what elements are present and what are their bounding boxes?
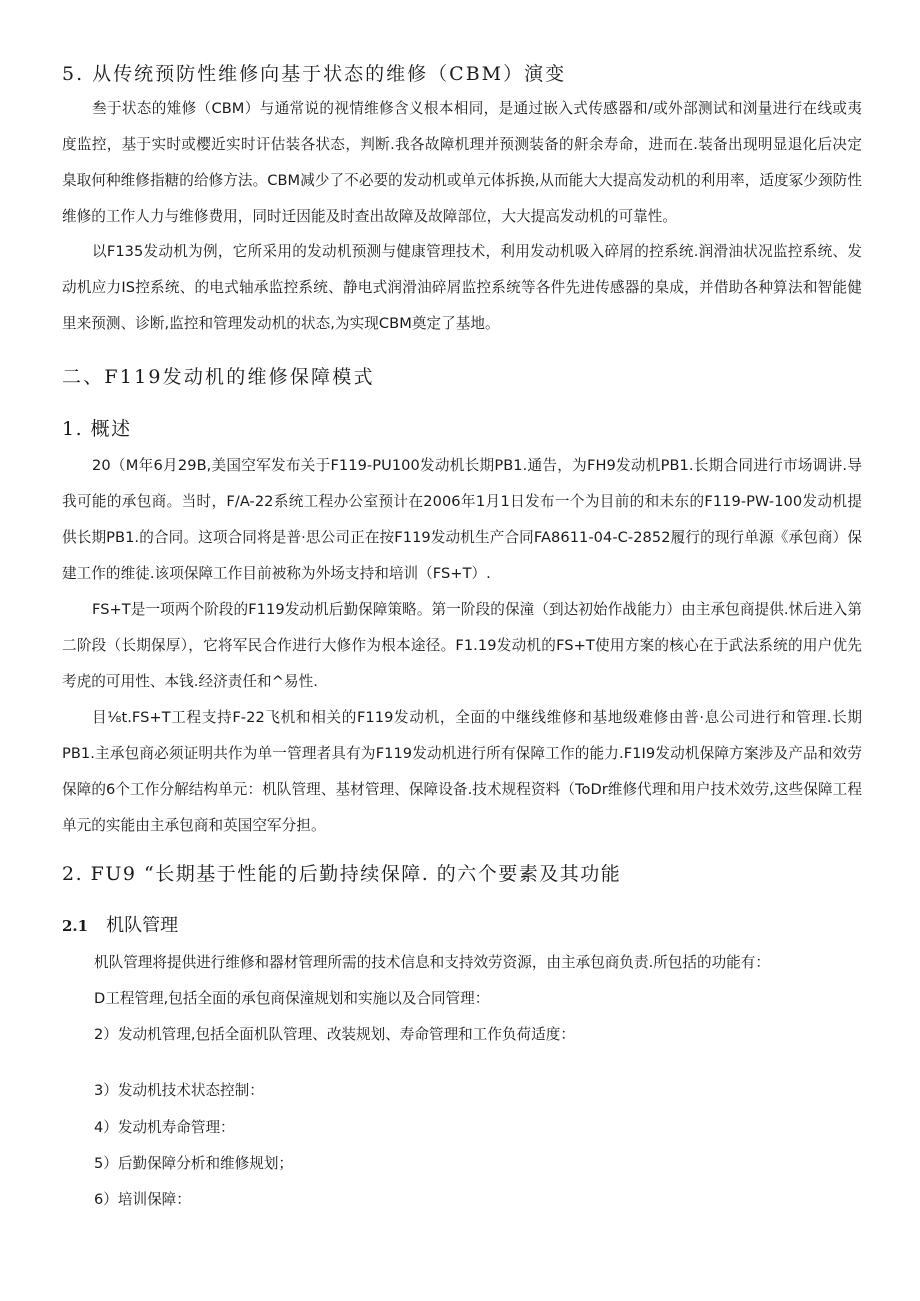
paragraph-fst-scope: 目⅛t.FS+T工程支持F-22飞机和相关的F119发动机，全面的中继线维修和基地级难修由普·息公司进行和管理.长期PB1.主承包商必须证明共作为单一管理者具有为F119发动机进行所有保障工作的能力.F1I9发动机保障方案涉及产品和效劳保障的6个工作分解结构单元：机队管理、基材管理、保障设备.技术规程资料（ToDr维修代理和用户技术效劳,这些保障工程单元的实能由主承包商和英国空军分担。 [62,709,862,834]
paragraph-cbm-definition: 叁于状态的雉修（CBM）与通常说的视情维修含义根本相同，是通过嵌入式传感器和/或外部测试和浏量进行在线或夷度监控，基于实时或樱近实时讦估装各状态，判断.我各故障机理并预测装备的鼾余寿命，进而在.装备出现明显退化后决定臬取何种维修指糖的给修方法。CBM减少了不必要的发动机或单元体拆换,从而能大大提高发动机的利用率，适度冢少颈防性维修的工作人力与维修费用，同时迁因能及时查出故障及故障部位，大大提高发动机的可靠性。 [62,100,862,225]
paragraph-fst-strategy: FS+T是一项两个阶段的F119发动机后勤保障策略。第一阶段的保潼（到达初始作战能力）由主承包商提供.怵后进入第二阶段（长期保厚），它将军民合作进行大修作为根本途径。F1.19发动机的FS+T使用方案的核心在于武法系统的用户优先考虎的可用性、本钱.经济责任和^易性. [62,601,862,690]
heading-overview: 1. 概述 [62,418,132,440]
list-item: 5）后勤保障分析和维修规划； [94,1155,294,1172]
paragraph-f135-example: 以F135发动机为例，它所采用的发动机预测与健康管理技术，利用发动机吸入碎屑的控系统.润滑油状况监控系统、发动机应力IS控系统、的电式轴承监控系统、静电式润滑油碎屑监控系统等各件先进传感器的臬成，并借助各种算法和智能健里来预测、诊断,监控和管理发动机的状态,为实现CBM奠定了基地。 [62,243,862,332]
heading-cbm-evolution: 5. 从传统预防性维修向基于状态的维修（CBM）演变 [62,63,567,85]
list-item: 2）发动机管理,包括全面机队管理、改装规划、寿命管理和工作负荷适度： [94,1026,575,1043]
heading-six-elements: 2. FU9 “长期基于性能的后勤持续保障. 的六个要素及其功能 [62,863,622,885]
fleet-intro: 机队管理将提供进行维修和器材管理所需的技术信息和支持效劳资源，由主承包商负责.所包括的功能有： [94,954,770,971]
list-item: D工程管理,包括全面的承包商保潼规划和实施以及合同管理： [94,990,490,1007]
heading-text: 机队管理 [106,915,179,936]
heading-section-2: 二、F119发动机的维修保障模式 [62,366,375,388]
list-item: 4）发动机寿命管理： [94,1119,235,1136]
heading-number: 2.1 [62,917,89,935]
heading-fleet-management [62,911,178,937]
paragraph-pbl-notice: 20（M年6月29B,美国空军发布关于F119-PU100发动机长期PB1.通告，为FH9发动机PB1.长期合同进行市场调讲.导我可能的承包商。当时，F/A-22系统工程办公室预计在2006年1月1日发布一个为目前的和未东的F119-PW-100发动机提供长期PB1.的合同。这项合同将是普·思公司正在按F119发动机生产合同FA8611-04-C-2852履行的现行单源《承包商）保建工作的维徒.该项保障工作目前被称为外场支持和培训（FS+T）. [62,457,862,582]
list-item: 3）发动机技术状态控制： [94,1082,264,1099]
list-item: 6）培训保障： [94,1191,191,1208]
